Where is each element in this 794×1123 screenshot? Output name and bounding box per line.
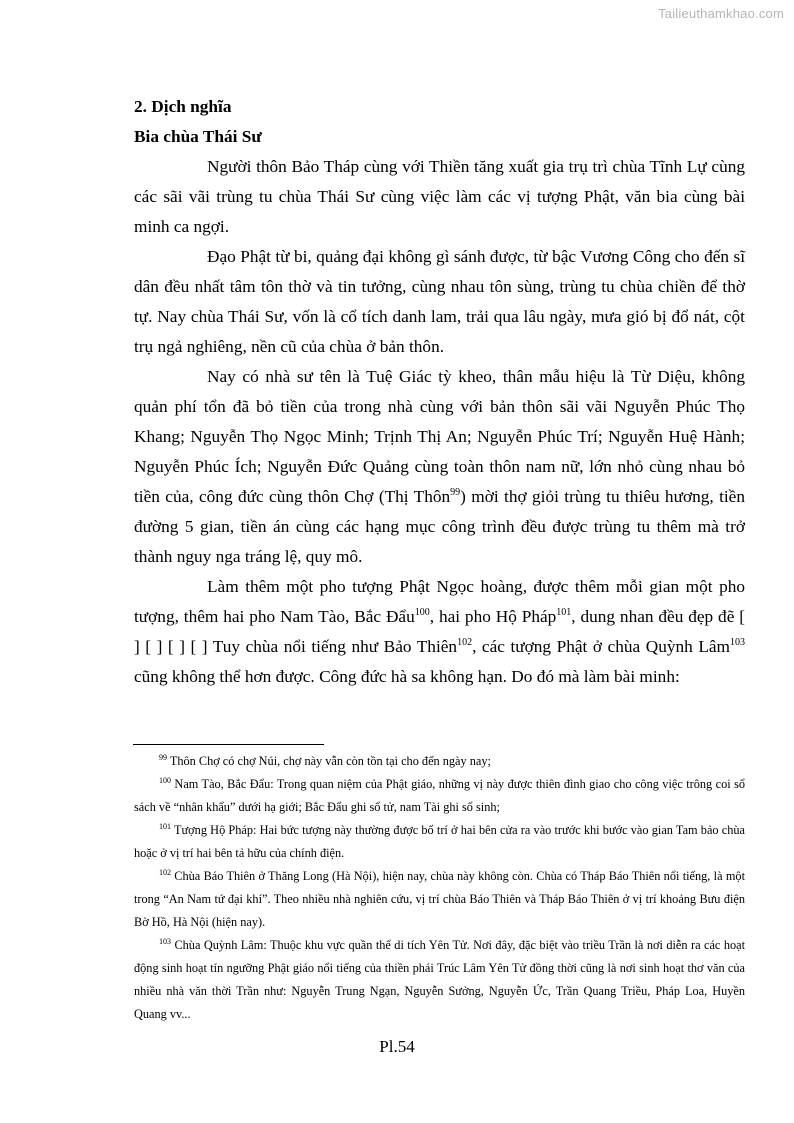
footnote-number: 102 xyxy=(159,867,171,877)
document-body xyxy=(134,92,745,692)
footnote-separator xyxy=(133,744,324,745)
footnote xyxy=(134,934,745,1026)
footnote-text: Tượng Hộ Pháp: Hai bức tượng này thường được bố trí ở hai bên cửa ra vào trước khi bước vào gian Tam bảo chùa hoặc ở vị trí hai bên tả hữu của chính điện. xyxy=(134,823,745,860)
paragraph-text: , các tượng Phật ở chùa Quỳnh Lâm xyxy=(472,637,731,656)
footnote-text: Thôn Chợ có chợ Núi, chợ này vẫn còn tồn tại cho đến ngày nay; xyxy=(167,754,491,768)
footnote xyxy=(134,819,745,865)
paragraph-text: cũng không thể hơn được. Công đức hà sa không hạn. Do đó mà làm bài minh: xyxy=(134,667,680,686)
document-title: Bia chùa Thái Sư xyxy=(134,127,262,146)
section-heading: 2. Dịch nghĩa xyxy=(134,97,232,116)
paragraph xyxy=(134,242,745,362)
paragraph-text: , hai pho Hộ Pháp xyxy=(429,607,557,626)
paragraph xyxy=(134,572,745,692)
footnote-number: 101 xyxy=(159,821,171,831)
footnote-number: 99 xyxy=(159,752,167,762)
paragraph-text: ) mời thợ giỏi trùng tu thiêu hương, tiền đường 5 gian, tiền án cùng các hạng mục công trình đều được trùng tu thêm mà trở thành nguy nga tráng lệ, quy mô. xyxy=(134,487,745,566)
paragraph xyxy=(134,362,745,572)
paragraph xyxy=(134,152,745,242)
footnote xyxy=(134,865,745,934)
footnote xyxy=(134,750,745,773)
footnote-text: Chùa Quỳnh Lâm: Thuộc khu vực quần thể di tích Yên Tử. Nơi đây, đặc biệt vào triều Trần là nơi diễn ra các hoạt động sinh hoạt tín ngưỡng Phật giáo nổi tiếng của thiền phái Trúc Lâm Yên Tử đồng thời cũng là nơi sinh hoạt thơ văn của nhiều nhà văn thời Trần như: Nguyễn Trung Ngạn, Nguyễn Sưởng, Nguyễn Ức, Trần Quang Triều, Pháp Loa, Huyền Quang vv... xyxy=(134,938,745,1021)
paragraph-text: Người thôn Bảo Tháp cùng với Thiền tăng xuất gia trụ trì chùa Tĩnh Lự cùng các sãi vãi trùng tu chùa Thái Sư cùng việc làm các vị tượng Phật, văn bia cùng bài minh ca ngợi. xyxy=(134,157,745,236)
footnote-ref[interactable]: 100 xyxy=(414,607,430,619)
footnote-number: 103 xyxy=(159,936,171,946)
paragraph-text: , dung nhan đều đẹp đẽ [ ] [ ] [ ] [ ] Tuy chùa nổi tiếng như Bảo Thiên xyxy=(134,607,745,656)
paragraph-text: Nay có nhà sư tên là Tuệ Giác tỳ kheo, thân mẫu hiệu là Từ Diệu, không quản phí tổn đã bỏ tiền của trong nhà cùng với bản thôn sãi vãi Nguyễn Phúc Thọ Khang; Nguyễn Thọ Ngọc Minh; Trịnh Thị An; Nguyễn Phúc Trí; Nguyễn Huệ Hành; Nguyễn Phúc Ích; Nguyễn Đức Quảng cùng toàn thôn nam nữ, lớn nhỏ cùng nhau bỏ tiền của, công đức cùng thôn Chợ (Thị Thôn xyxy=(134,367,745,506)
footnote-number: 100 xyxy=(159,775,171,785)
watermark: Tailieuthamkhao.com xyxy=(658,6,784,21)
footnote-ref[interactable]: 99 xyxy=(450,487,461,499)
paragraph-text: Đạo Phật từ bi, quảng đại không gì sánh được, từ bậc Vương Công cho đến sĩ dân đều nhất tâm tôn thờ và tin tưởng, cùng nhau tôn sùng, trùng tu chùa chiền để thờ tự. Nay chùa Thái Sư, vốn là cổ tích danh lam, trải qua lâu ngày, mưa gió bị đổ nát, cột trụ ngả nghiêng, nền cũ của chùa ở bản thôn. xyxy=(134,247,745,356)
footnote xyxy=(134,773,745,819)
footnotes xyxy=(134,750,745,1026)
page-number: Pl.54 xyxy=(379,1037,415,1056)
footnote-text: Chùa Báo Thiên ở Thăng Long (Hà Nội), hiện nay, chùa này không còn. Chùa có Tháp Báo Thiên nổi tiếng, là một trong “An Nam tứ đại khí”. Theo nhiều nhà nghiên cứu, vị trí chùa Báo Thiên và Tháp Báo Thiên ở vị trí khoảng Bưu điện Bờ Hồ, Hà Nội (hiện nay). xyxy=(134,869,745,929)
footnote-ref[interactable]: 102 xyxy=(457,637,473,649)
footnote-text: Nam Tào, Bắc Đẩu: Trong quan niệm của Phật giáo, những vị này được thiên đình giao cho công việc trông coi sổ sách về “nhân khẩu” dưới hạ giới; Bắc Đẩu ghi sổ tử, nam Tài ghi sổ sinh; xyxy=(134,777,745,814)
footnote-ref[interactable]: 103 xyxy=(730,637,746,649)
paragraph-text: Làm thêm một pho tượng Phật Ngọc hoàng, được thêm mỗi gian một pho tượng, thêm hai pho Nam Tào, Bắc Đẩu xyxy=(134,577,745,626)
footnote-ref[interactable]: 101 xyxy=(556,607,572,619)
